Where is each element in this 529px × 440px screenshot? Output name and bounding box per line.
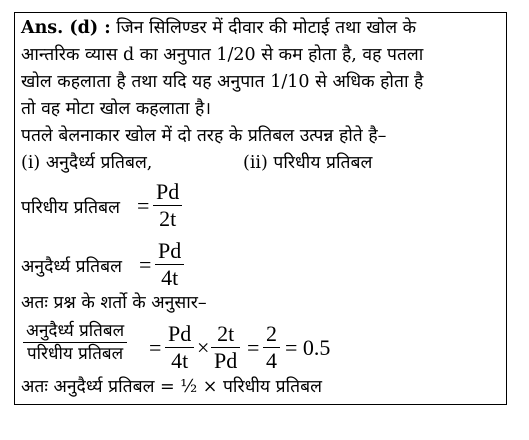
long-fraction <box>155 238 184 291</box>
f2-numerator: 2t <box>217 321 235 346</box>
hoop-numerator: Pd <box>156 179 180 204</box>
long-stress-label: अनुदैर्ध्य प्रतिबल <box>21 257 122 277</box>
hoop-equals: = <box>137 193 150 218</box>
ratio-equals: = <box>149 335 162 360</box>
para1-line-3: खोल कहलाता है तथा यदि यह अनुपात 1/10 से अधिक होता है <box>21 72 424 92</box>
line-1 <box>21 17 416 39</box>
item-i: (i) अनुदैर्ध्य प्रतिबल, <box>21 153 153 173</box>
hoop-denominator: 2t <box>159 206 177 231</box>
f2-fraction <box>211 321 240 374</box>
result-value: = 0.5 <box>285 335 331 360</box>
para1-line-1: जिन सिलिण्डर में दीवार की मोटाई तथा खोल के <box>116 18 417 38</box>
answer-box <box>14 12 507 405</box>
equals-2: = <box>247 335 260 360</box>
ratio-denominator: परिधीय प्रतिबल <box>26 344 124 364</box>
hoop-fraction <box>153 179 182 232</box>
condition-line: अतः प्रश्न के शर्तो के अनुसार– <box>21 293 207 313</box>
item-ii: (ii) परिधीय प्रतिबल <box>243 153 373 173</box>
stress-types-line: पतले बेलनाकार खोल में दो तरह के प्रतिबल उत्पन्न होते है– <box>21 126 387 146</box>
hoop-stress-label: परिधीय प्रतिबल <box>21 198 120 218</box>
long-denominator: 4t <box>161 265 179 290</box>
f1-denominator: 4t <box>171 348 189 373</box>
long-equals: = <box>139 252 152 277</box>
f1-numerator: Pd <box>168 321 192 346</box>
answer-label: Ans. (d) : <box>21 18 111 38</box>
ratio-fraction <box>23 320 127 365</box>
para1-line-4: तो वह मोटा खोल कहलाता है। <box>21 99 211 119</box>
ratio-numerator: अनुदैर्ध्य प्रतिबल <box>26 321 125 341</box>
f1-fraction <box>165 321 194 374</box>
para1-line-2: आन्तरिक व्यास d का अनुपात 1/20 से कम होता है, वह पतला <box>21 45 424 65</box>
f2-denominator: Pd <box>214 348 238 373</box>
times-1: × <box>197 335 210 360</box>
long-numerator: Pd <box>158 238 182 263</box>
f3-denominator: 4 <box>266 348 277 373</box>
f3-numerator: 2 <box>266 321 277 346</box>
final-line: अतः अनुदैर्ध्य प्रतिबल = ½ × परिधीय प्रतिबल <box>21 377 322 397</box>
f3-fraction <box>263 321 280 374</box>
